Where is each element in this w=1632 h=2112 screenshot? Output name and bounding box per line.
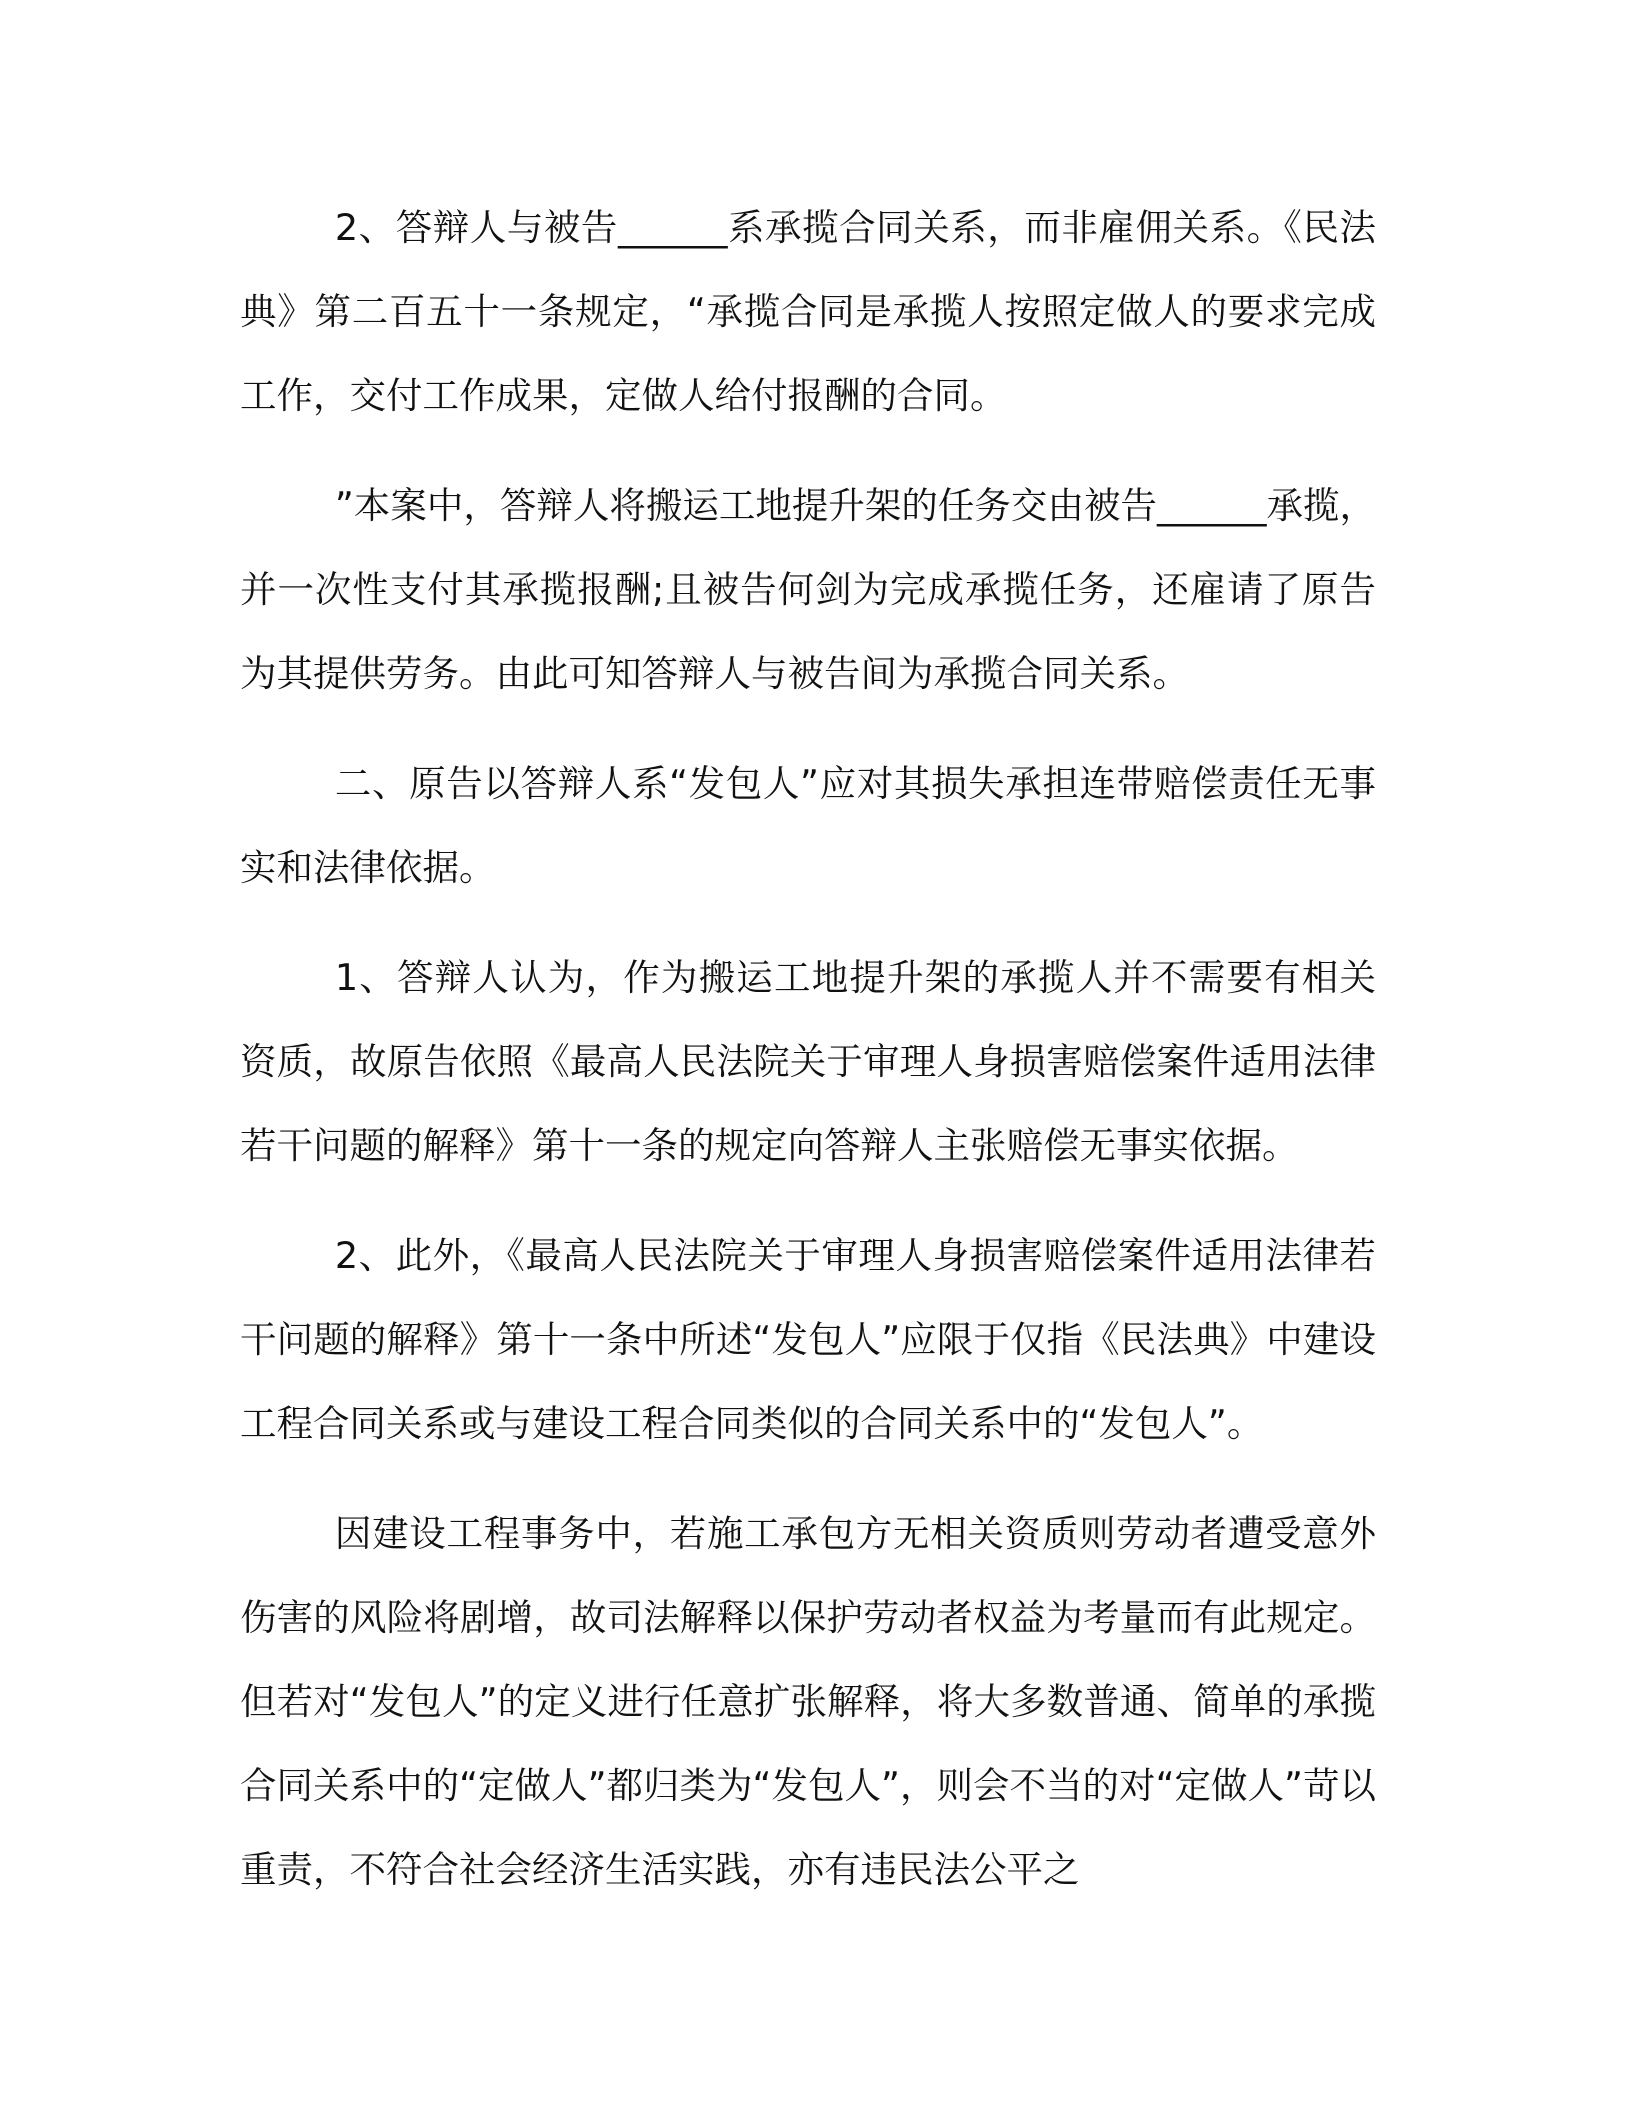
paragraph-employer-definition: 2、此外，《最高人民法院关于审理人身损害赔偿案件适用法律若干问题的解释》第十一条中所述“发包人”应限于仅指《民法典》中建设工程合同关系或与建设工程合同类似的合同关系中的“发包人”。 xyxy=(240,1234,1376,1445)
paragraph-qualification: 1、答辩人认为，作为搬运工地提升架的承揽人并不需要有相关资质，故原告依照《最高人民法院关于审理人身损害赔偿案件适用法律若干问题的解释》第十一条的规定向答辩人主张赔偿无事实依据。 xyxy=(240,956,1376,1167)
paragraph-case-facts: ”本案中，答辩人将搬运工地提升架的任务交由被告______承揽，并一次性支付其承揽报酬;且被告何剑为完成承揽任务，还雇请了原告为其提供劳务。由此可知答辩人与被告间为承揽合同关系。 xyxy=(240,484,1376,695)
document-body xyxy=(240,186,1376,1912)
paragraph-section-two-heading: 二、原告以答辩人系“发包人”应对其损失承担连带赔偿责任无事实和法律依据。 xyxy=(240,762,1376,889)
paragraph-interpretation-scope: 因建设工程事务中，若施工承包方无相关资质则劳动者遭受意外伤害的风险将剧增，故司法解释以保护劳动者权益为考量而有此规定。但若对“发包人”的定义进行任意扩张解释，将大多数普通、简单的承揽合同关系中的“定做人”都归类为“发包人”，则会不当的对“定做人”苛以重责，不符合社会经济生活实践，亦有违民法公平之 xyxy=(240,1512,1376,1891)
paragraph-contract-relationship: 2、答辩人与被告______系承揽合同关系，而非雇佣关系。《民法典》第二百五十一条规定，“承揽合同是承揽人按照定做人的要求完成工作，交付工作成果，定做人给付报酬的合同。 xyxy=(240,206,1376,417)
